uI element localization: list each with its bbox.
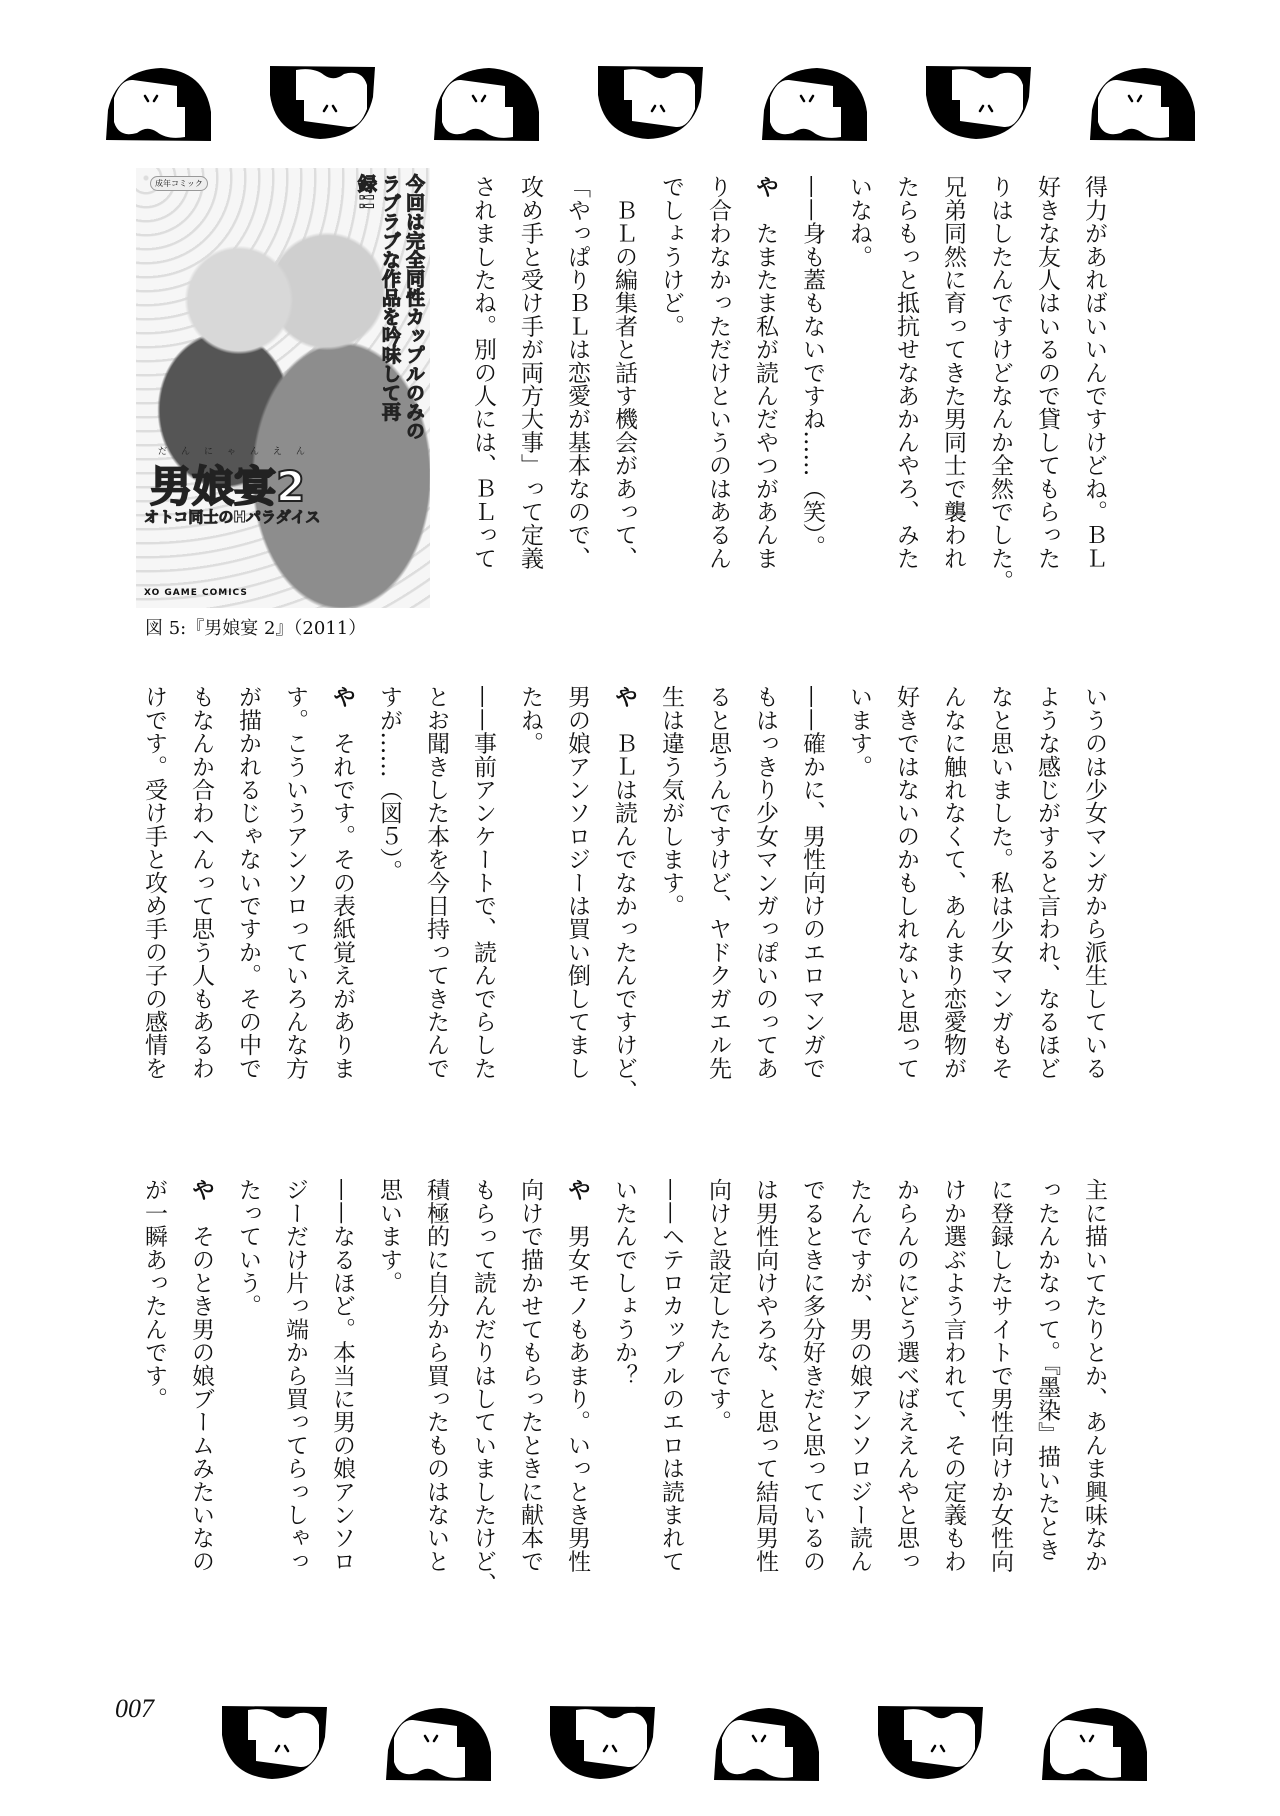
text-column	[647, 1178, 694, 1628]
text-column	[506, 175, 553, 625]
cover-tagline: 今回は完全同性カップルのみのラブラブな作品を吟味して再録!!	[355, 174, 425, 440]
column-text: いなね。	[846, 175, 872, 268]
face-ornament-icon	[549, 1706, 656, 1781]
column-text: います。	[846, 685, 872, 778]
column-text: もらって読んだりはしていましたけど、	[470, 1178, 496, 1596]
column-text: 好きではないのかもしれないと思って	[893, 685, 919, 1080]
text-column	[412, 1178, 459, 1628]
column-text: でるときに多分好きだと思っているの	[799, 1178, 825, 1573]
column-text: たっていう。	[235, 1178, 261, 1318]
column-text: でしょうけど。	[658, 175, 684, 338]
column-text: なと思いました。私は少女マンガもそ	[987, 685, 1013, 1080]
text-column	[976, 1178, 1023, 1628]
column-text: 男女モノもあまり。いっとき男性	[564, 1201, 590, 1573]
text-column	[130, 685, 177, 1135]
face-ornament-icon	[269, 66, 376, 141]
cover-title: 男娘宴2	[150, 462, 306, 511]
text-column	[788, 1178, 835, 1628]
figure-5-book-cover	[136, 168, 430, 608]
column-text: ＢＬは読んでなかったんですけど、	[611, 708, 637, 1103]
column-text: が一瞬あったんです。	[141, 1178, 167, 1410]
text-column	[600, 685, 647, 1135]
text-column	[929, 1178, 976, 1628]
face-ornament-icon	[761, 66, 868, 141]
speaker-marker: や	[188, 1178, 214, 1202]
face-ornament-icon	[1041, 1706, 1148, 1781]
column-text: すが……（図５）。	[376, 685, 402, 883]
text-column	[882, 175, 929, 625]
text-column	[929, 175, 976, 625]
column-text: ような感じがすると言われ、なるほど	[1034, 685, 1060, 1080]
column-text: 攻め手と受け手が両方大事」って定義	[517, 175, 543, 570]
column-text: ると思うんですけど、ヤドクガエル先	[705, 685, 731, 1080]
text-column	[224, 1178, 271, 1628]
face-ornament-icon	[221, 1706, 328, 1781]
face-ornament-icon	[385, 1706, 492, 1781]
text-column	[271, 685, 318, 1135]
text-column	[600, 1178, 647, 1628]
column-text: ったんかなって。『墨染』描いたとき	[1034, 1178, 1060, 1561]
column-text: んなに触れなくて、あんまり恋愛物が	[940, 685, 966, 1080]
text-column	[553, 685, 600, 1135]
face-ornament-icon	[713, 1706, 820, 1781]
text-column	[318, 685, 365, 1135]
cover-subtitle: オトコ同士のHパラダイス	[144, 508, 321, 526]
text-column	[976, 175, 1023, 625]
column-text: 好きな友人はいるので貸してもらった	[1034, 175, 1060, 570]
text-column	[600, 175, 647, 625]
column-text: たらもっと抵抗せなあかんやろ、みた	[893, 175, 919, 570]
text-column	[835, 685, 882, 1135]
page-number: 007	[115, 1694, 154, 1723]
text-column	[1023, 685, 1070, 1135]
column-text: り合わなかっただけというのはあるん	[705, 175, 731, 570]
text-column	[1070, 1178, 1117, 1628]
speaker-marker: や	[329, 685, 355, 709]
column-text: ＢＬの編集者と話す機会があって、	[611, 175, 637, 570]
text-column	[506, 1178, 553, 1628]
text-column	[1070, 685, 1117, 1135]
column-text: いたんでしょうか？	[611, 1178, 637, 1387]
text-column	[177, 685, 224, 1135]
text-column	[318, 1178, 365, 1628]
column-text: 積極的に自分から買ったものはないと	[423, 1178, 449, 1573]
text-column	[647, 175, 694, 625]
column-text: それです。その表紙覚えがありま	[329, 708, 355, 1080]
face-ornament-icon	[597, 66, 704, 141]
speaker-marker: や	[752, 175, 778, 199]
text-block-bottom	[130, 1178, 1117, 1628]
text-column	[412, 685, 459, 1135]
text-column	[835, 1178, 882, 1628]
figure-caption: 図 5:『男娘宴 2』（2011）	[145, 618, 367, 639]
column-text: 主に描いてたりとか、あんま興味なか	[1081, 1178, 1107, 1573]
column-text: に登録したサイトで男性向けか女性向	[987, 1178, 1013, 1573]
column-text: ——確かに、男性向けのエロマンガで	[799, 685, 825, 1080]
column-text: けか選ぶよう言われて、その定義もわ	[940, 1178, 966, 1573]
column-text: ——事前アンケートで、読んでらした	[470, 685, 496, 1080]
face-ornament-icon	[1089, 66, 1196, 141]
column-text: 得力があればいいんですけどね。ＢＬ	[1081, 175, 1107, 570]
text-column	[553, 175, 600, 625]
column-text: からんのにどう選べばええんやと思っ	[893, 1178, 919, 1573]
column-text: は男性向けやろな、と思って結局男性	[752, 1178, 778, 1573]
column-text: 兄弟同然に育ってきた男同士で襲われ	[940, 175, 966, 570]
column-text: 「やっぱりＢＬは恋愛が基本なので、	[564, 175, 590, 570]
text-column	[741, 1178, 788, 1628]
column-text: ——身も蓋もないですね……（笑）。	[799, 175, 825, 558]
text-column	[177, 1178, 224, 1628]
text-column	[459, 685, 506, 1135]
text-column	[788, 685, 835, 1135]
text-column	[694, 1178, 741, 1628]
column-text: りはしたんですけどなんか全然でした。	[987, 175, 1013, 593]
column-text: けです。受け手と攻め手の子の感情を	[141, 685, 167, 1080]
text-column	[835, 175, 882, 625]
face-ornament-icon	[925, 66, 1032, 141]
text-column	[788, 175, 835, 625]
text-column	[506, 685, 553, 1135]
column-text: 男の娘アンソロジーは買い倒してまし	[564, 685, 590, 1080]
text-column	[553, 1178, 600, 1628]
text-column	[271, 1178, 318, 1628]
text-column	[130, 1178, 177, 1628]
text-column	[365, 685, 412, 1135]
text-column	[459, 175, 506, 625]
column-text: 向けと設定したんです。	[705, 1178, 731, 1434]
text-block-middle	[130, 685, 1117, 1135]
text-column	[647, 685, 694, 1135]
text-column	[1023, 175, 1070, 625]
text-block-top	[459, 175, 1117, 625]
face-ornament-icon	[105, 66, 212, 141]
text-column	[929, 685, 976, 1135]
cover-publisher: XO GAME COMICS	[144, 588, 248, 598]
text-column	[694, 175, 741, 625]
column-text: 向けで描かせてもらったときに献本で	[517, 1178, 543, 1573]
text-column	[1023, 1178, 1070, 1628]
column-text: たまたま私が読んだやつがあんま	[752, 198, 778, 570]
text-column	[1070, 175, 1117, 625]
column-text: 思います。	[376, 1178, 402, 1294]
column-text: もなんか合わへんって思う人もあるわ	[188, 685, 214, 1080]
column-text: が描かれるじゃないですか。その中で	[235, 685, 261, 1080]
face-ornament-icon	[877, 1706, 984, 1781]
column-text: いうのは少女マンガから派生している	[1081, 685, 1107, 1080]
text-column	[882, 1178, 929, 1628]
text-column	[741, 685, 788, 1135]
text-column	[459, 1178, 506, 1628]
column-text: とお聞きした本を今日持ってきたんで	[423, 685, 449, 1080]
column-text: す。こういうアンソロっていろんな方	[282, 685, 308, 1080]
cover-badge: 成年コミック	[150, 176, 208, 191]
column-text: ジーだけ片っ端から買ってらっしゃっ	[282, 1178, 308, 1573]
column-text: 生は違う気がします。	[658, 685, 684, 917]
text-column	[976, 685, 1023, 1135]
face-ornament-icon	[433, 66, 540, 141]
text-column	[365, 1178, 412, 1628]
speaker-marker: や	[611, 685, 637, 709]
text-column	[882, 685, 929, 1135]
column-text: たんですが、男の娘アンソロジー読ん	[846, 1178, 872, 1573]
column-text: されましたね。別の人には、ＢＬって	[470, 175, 496, 570]
speaker-marker: や	[564, 1178, 590, 1202]
cover-title-ruby: だんにゃんえん	[158, 447, 319, 457]
text-column	[741, 175, 788, 625]
text-column	[224, 685, 271, 1135]
column-text: そのとき男の娘ブームみたいなの	[188, 1201, 214, 1573]
column-text: たね。	[517, 685, 543, 755]
column-text: もはっきり少女マンガっぽいのってあ	[752, 685, 778, 1080]
column-text: ——ヘテロカップルのエロは読まれて	[658, 1178, 684, 1573]
text-column	[694, 685, 741, 1135]
column-text: ——なるほど。本当に男の娘アンソロ	[329, 1178, 355, 1573]
